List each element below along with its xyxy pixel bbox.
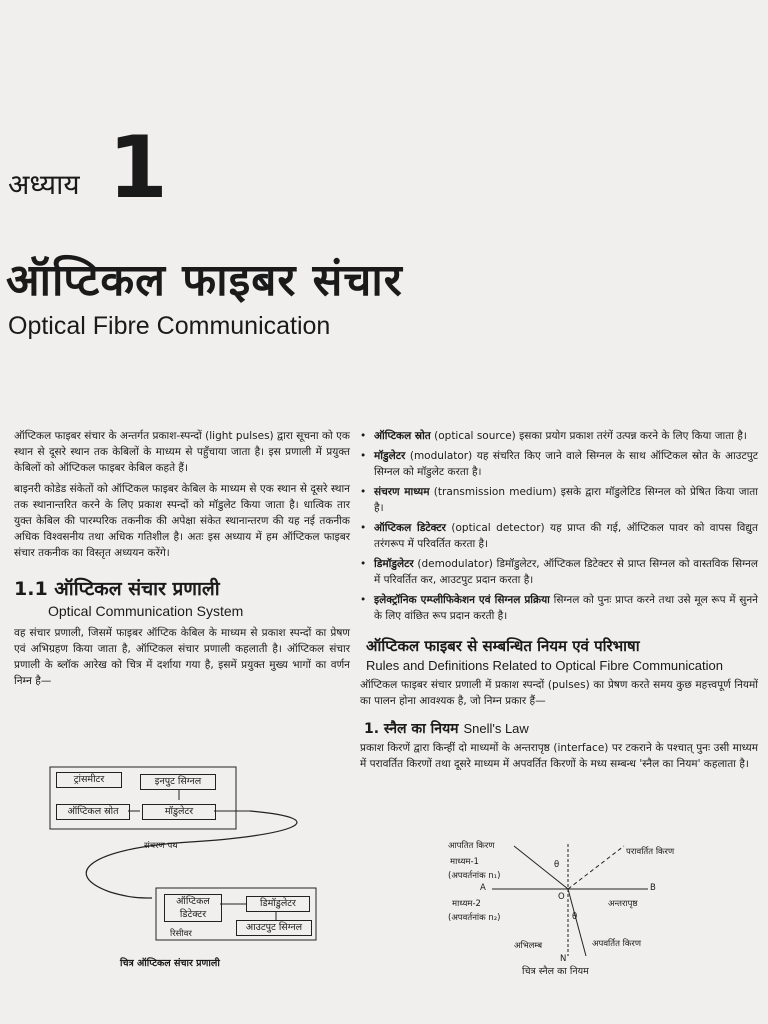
- point-o-label: O: [558, 892, 565, 902]
- snell-diagram: [440, 838, 720, 978]
- list-item-text: (modulator) यह संचरित किए जाने वाले सिग्नल के साथ ऑप्टिकल स्रोत के आउटपुट सिग्नल को मॉडुलेट करता है।: [374, 450, 758, 478]
- list-item-term: डिमॉडुलेटर: [374, 558, 414, 570]
- snell-title: [364, 719, 758, 738]
- list-item: [360, 556, 758, 588]
- list-item-text: (transmission medium) इसके द्वारा मॉडुलेटिड सिग्नल को प्रेषित किया जाता है।: [374, 486, 758, 514]
- rules-paragraph: ऑप्टिकल फाइबर संचार प्रणाली में प्रकाश स्पन्दों (pulses) का प्रेषण करते समय कुछ महत्त्वपूर्ण नियमों का पालन होना आवश्यक है, जो निम्न प्रकार हैं—: [360, 679, 758, 707]
- snell-diagram-lines: [440, 838, 720, 978]
- list-item: [360, 592, 758, 624]
- rules-title: ऑप्टिकल फाइबर से सम्बन्धित नियम एवं परिभाषा: [366, 637, 640, 655]
- list-item-text: (optical source) इसका प्रयोग प्रकाश तरंगें उत्पन्न करने के लिए किया जाता है।: [430, 430, 747, 442]
- interface-label: अन्तरापृष्ठ: [608, 899, 638, 909]
- point-a-label: A: [480, 883, 486, 893]
- list-item-text: (optical detector) यह प्राप्त की गई, ऑप्टिकल पावर को वापस विद्युत तरंगरूप में परिवर्तित करता है।: [374, 522, 758, 550]
- normal-label: अभिलम्ब: [514, 941, 543, 951]
- optical-detector-box: ऑप्टिकल डिटेक्टर: [164, 894, 222, 922]
- bullet-icon: •: [360, 450, 367, 462]
- incident-ray-label: आपतित किरण: [448, 841, 495, 851]
- list-item: [360, 428, 758, 444]
- receiver-label: रिसीवर: [170, 929, 192, 939]
- medium-2-label: माध्यम-2: [452, 899, 481, 909]
- block-diagram-caption: चित्र ऑप्टिकल संचार प्रणाली: [120, 958, 220, 969]
- reflected-ray-label: परावर्तित किरण: [626, 847, 675, 857]
- block-diagram: [40, 764, 340, 974]
- refracted-ray-label: अपवर्तित किरण: [592, 939, 641, 949]
- chapter-number: 1: [108, 118, 166, 218]
- demodulator-box: डिमॉडुलेटर: [246, 896, 310, 912]
- section-paragraph: वह संचार प्रणाली, जिसमें फाइबर ऑप्टिक केबिल के माध्यम से प्रकाश स्पन्दों का प्रेषण एवं अभिग्रहण किया जाता है, ऑप्टिकल संचार प्रणाली कहलाती है। ऑप्टिकल संचार प्रणाली के ब्लॉक आरेख को चित्र में दर्शाया गया है, इसमें प्रयुक्त मुख्य भागों का वर्णन निम्न है—: [14, 627, 350, 687]
- intro-paragraph-2: बाइनरी कोडेड संकेतों को ऑप्टिकल फाइबर केबिल के माध्यम से एक स्थान से दूसरे स्थान तक स्थानान्तरित करने के लिए प्रकाश स्पन्दों को मॉडुलेट किया जाता है। धात्विक तार युक्त केबिल की पारम्परिक तकनीक की अपेक्षा संकेत स्थानान्तरण की यह नई तकनीक अधिक विश्वसनीय तथा अधिक गतिशील है। अतः इस अध्याय में हम ऑप्टिकल फाइबर संचार तकनीक का विस्तृत अध्ययन करेंगे।: [14, 483, 350, 559]
- transmitter-box: ट्रांसमीटर: [56, 772, 122, 788]
- snell-diagram-caption: चित्र स्नैल का नियम: [522, 966, 589, 977]
- chapter-title-hindi: ऑप्टिकल फाइबर संचार: [6, 255, 403, 306]
- chapter-title-english: Optical Fibre Communication: [8, 312, 331, 340]
- theta-1-label: θ: [554, 860, 560, 870]
- list-item-term: ऑप्टिकल डिटेक्टर: [374, 522, 446, 534]
- list-item-text: (demodulator) डिमॉडुलेटर, ऑप्टिकल डिटेक्टर से प्राप्त सिग्नल को वास्तविक सिग्नल में परिवर्तित कर, आउटपुट प्रदान करता है।: [374, 558, 758, 586]
- theta-2-label: θ: [572, 912, 578, 922]
- point-n-label: N: [560, 954, 567, 964]
- list-item-term: ऑप्टिकल स्रोत: [374, 430, 431, 442]
- snell-paragraph: प्रकाश किरणें द्वारा किन्हीं दो माध्यमों के अन्तरापृष्ठ (interface) पर टकराने के पश्चात् पुनः उसी माध्यम में परावर्तित किरणों तथा दूसरे माध्यम में अपवर्तित किरणों के मध्य सम्बन्ध 'स्नैल का नियम' कहलाता है।: [360, 742, 758, 770]
- bullet-icon: •: [360, 594, 367, 606]
- output-signal-box: आउटपुट सिग्नल: [236, 920, 312, 936]
- bullet-icon: •: [360, 522, 367, 534]
- section-subtitle: Optical Communication System: [48, 603, 244, 619]
- list-item-term: इलेक्ट्रॉनिक एम्प्लीफिकेशन एवं सिग्नल प्रक्रिया: [374, 594, 550, 606]
- left-column: [14, 428, 350, 694]
- intro-paragraph-1: ऑप्टिकल फाइबर संचार के अन्तर्गत प्रकाश-स्पन्दों (light pulses) द्वारा सूचना को एक स्थान से दूसरे स्थान तक केबिलों के माध्यम से पहुँचाया जाता है। इस प्रणाली में प्रयुक्त केबिलों को ऑप्टिकल फाइबर केबिल कहते हैं।: [14, 430, 350, 474]
- snell-title-english: Snell's Law: [463, 721, 529, 736]
- input-signal-box: इनपुट सिग्नल: [140, 774, 216, 790]
- medium-1-label: माध्यम-1: [450, 857, 479, 867]
- list-item-text: सिग्नल को पुनः प्राप्त करने तथा उसे मूल रूप में सुनने के लिए वांछित रूप प्रदान करती है।: [374, 594, 758, 622]
- list-item-term: मॉडुलेटर: [374, 450, 406, 462]
- list-item: [360, 484, 758, 516]
- bullet-icon: •: [360, 430, 367, 442]
- list-item: [360, 448, 758, 480]
- bullet-icon: •: [360, 486, 367, 498]
- list-item-term: संचरण माध्यम: [374, 486, 430, 498]
- n1-label: (अपवर्तनांक n₁): [448, 871, 501, 881]
- n2-label: (अपवर्तनांक n₂): [448, 913, 501, 923]
- section-title: 1.1 ऑप्टिकल संचार प्रणाली: [14, 578, 220, 600]
- point-b-label: B: [650, 883, 656, 893]
- bullet-icon: •: [360, 558, 367, 570]
- list-item: [360, 520, 758, 552]
- component-list: [360, 428, 758, 624]
- optical-source-box: ऑप्टिकल स्रोत: [56, 804, 130, 820]
- modulator-box: मॉडुलेटर: [142, 804, 216, 820]
- block-diagram-lines: [40, 764, 340, 974]
- right-column: [360, 428, 758, 777]
- rules-subtitle: Rules and Definitions Related to Optical Fibre Communication: [366, 658, 723, 673]
- chapter-label: अध्याय: [8, 168, 80, 201]
- snell-title-hindi: 1. स्नैल का नियम: [364, 721, 459, 737]
- transmission-path-label: संचरण पथ: [144, 841, 178, 851]
